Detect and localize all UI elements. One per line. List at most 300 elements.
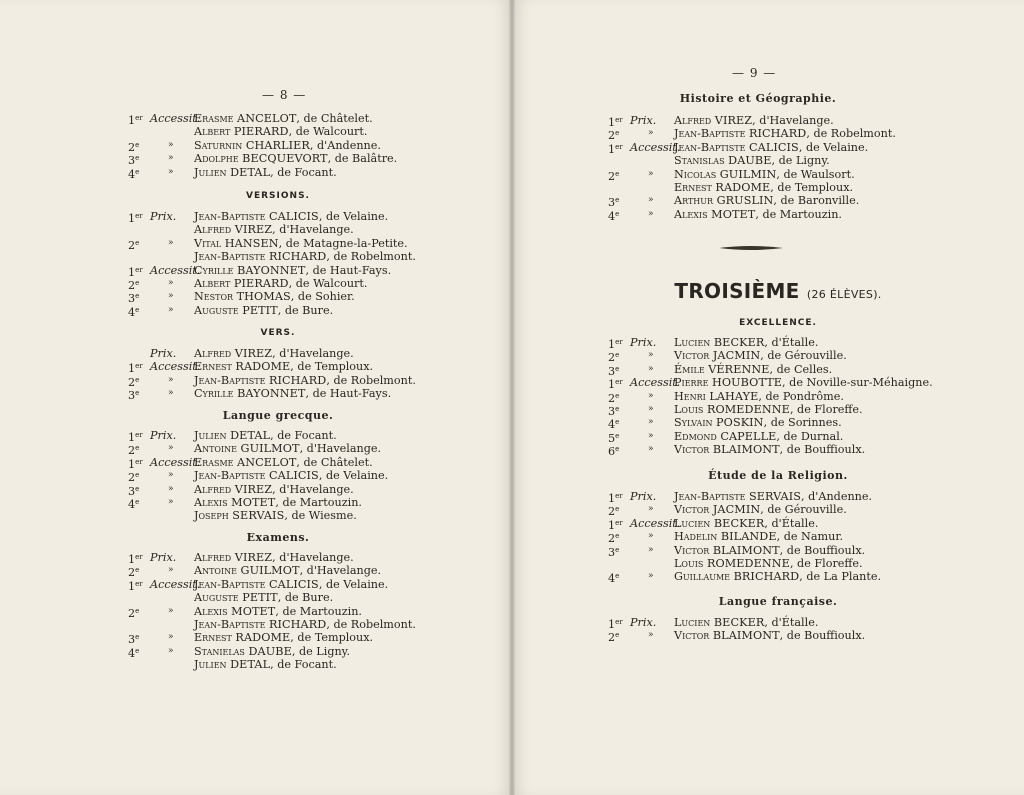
rank-suffix: e — [135, 140, 140, 149]
rank-number: 3 — [128, 389, 136, 403]
rank-suffix: er — [135, 457, 143, 466]
student-place: , de Focant. — [270, 658, 337, 672]
list-item — [128, 237, 428, 250]
student-place: , de Temploux. — [290, 631, 374, 645]
student-name — [674, 336, 818, 349]
rank-suffix: e — [135, 497, 140, 506]
student-last-name: POSKIN — [716, 416, 764, 430]
student-name — [194, 591, 333, 604]
student-first-name: Jean-Baptiste — [194, 577, 266, 591]
student-name — [674, 517, 818, 530]
rank-number: 2 — [128, 444, 136, 458]
rank-number: 1 — [128, 362, 136, 376]
rank-label — [608, 443, 634, 458]
rank-number: 1 — [608, 142, 616, 156]
rank-suffix: e — [615, 169, 620, 178]
student-name — [194, 223, 354, 236]
student-first-name: Stanislas — [674, 154, 725, 168]
student-last-name: BAYONNET — [237, 263, 306, 277]
rank-number: 2 — [608, 532, 616, 546]
rank-number: 3 — [128, 633, 136, 647]
list-item — [128, 469, 428, 485]
rank-number: 1 — [608, 116, 616, 129]
student-first-name: Auguste — [194, 303, 239, 317]
student-last-name: LAHAYE — [709, 389, 759, 403]
rank-number: 4 — [128, 305, 136, 319]
student-last-name: VIREZ — [234, 347, 273, 360]
book-gutter — [509, 0, 515, 795]
student-name — [674, 390, 844, 403]
student-place: , de Matagne-la-Petite. — [278, 236, 408, 250]
list-item — [608, 363, 968, 376]
student-last-name: ANCELOT — [237, 112, 297, 125]
student-first-name: Lucien — [674, 616, 711, 629]
student-last-name: GUILMOT — [240, 442, 300, 456]
student-first-name: Hadelin — [674, 530, 718, 544]
ditto-mark: » — [168, 237, 174, 248]
rank-suffix: er — [135, 114, 143, 122]
student-place: , de Robelmont. — [806, 127, 896, 141]
student-name — [194, 374, 416, 387]
rank-number: 3 — [608, 545, 616, 559]
student-last-name: VIREZ — [714, 114, 753, 127]
award-kind: Prix. — [150, 347, 177, 360]
rank-number: 3 — [608, 404, 616, 418]
student-name — [674, 181, 853, 194]
list-item — [608, 517, 948, 530]
rank-number: 3 — [128, 292, 136, 306]
student-first-name: Stanielas — [194, 644, 245, 658]
student-name — [194, 139, 381, 152]
student-name — [194, 618, 416, 631]
student-last-name: DETAL — [230, 658, 271, 672]
page-number: — 8 — — [262, 88, 307, 102]
rank-number: 2 — [128, 375, 136, 389]
student-place: , de Bouffioulx. — [779, 629, 866, 643]
student-last-name: RADOME — [235, 360, 291, 374]
list-item — [608, 416, 968, 432]
list-item — [608, 503, 948, 519]
student-name — [194, 658, 337, 671]
student-first-name: Jean-Baptiste — [674, 490, 746, 503]
list-item — [128, 591, 428, 604]
student-name — [674, 430, 843, 443]
class-title — [608, 279, 948, 303]
student-first-name: Pierre — [674, 376, 709, 390]
student-place: , d'Étalle. — [764, 336, 819, 349]
student-name — [194, 290, 355, 303]
rank-suffix: er — [615, 116, 623, 124]
list-item — [608, 490, 948, 503]
student-first-name: Auguste — [194, 591, 239, 605]
rank-number: 2 — [608, 351, 616, 365]
student-last-name: RICHARD — [268, 373, 327, 387]
student-name — [194, 456, 373, 469]
student-last-name: JACMIN — [712, 349, 761, 363]
rank-number: 6 — [608, 445, 616, 459]
student-place: , de Robelmont. — [326, 250, 416, 264]
student-first-name: Guillaume — [674, 570, 731, 584]
list-item — [128, 210, 428, 223]
student-first-name: Lucien — [674, 516, 711, 530]
student-first-name: Victor — [674, 629, 710, 643]
student-name — [674, 194, 859, 207]
student-first-name: Edmond — [674, 429, 717, 443]
student-name — [674, 168, 855, 181]
student-name — [194, 429, 337, 442]
student-last-name: CALICIS — [268, 577, 319, 591]
student-first-name: Antoine — [194, 564, 237, 578]
student-last-name: THOMAS — [236, 290, 291, 304]
student-name — [194, 442, 381, 455]
rank-number: 3 — [128, 484, 136, 498]
ditto-mark: » — [648, 504, 654, 515]
ditto-mark: » — [648, 128, 654, 139]
student-first-name: Alfred — [194, 551, 232, 564]
ditto-mark: » — [168, 153, 174, 164]
student-first-name: Alfred — [194, 347, 232, 360]
student-last-name: ANCELOT — [237, 455, 297, 469]
rank-suffix: e — [615, 545, 620, 554]
rank-suffix: er — [135, 212, 143, 220]
student-first-name: Jean-Baptiste — [194, 250, 266, 264]
award-kind: Accessit. — [150, 360, 201, 374]
student-place: , de Focant. — [270, 429, 337, 442]
list-item — [608, 336, 968, 349]
rank-number: 1 — [128, 431, 136, 444]
list-item — [608, 629, 948, 645]
student-name — [674, 141, 868, 154]
student-name — [194, 264, 391, 277]
list-item — [128, 496, 428, 509]
rank-suffix: e — [135, 471, 140, 480]
student-place: , d'Étalle. — [764, 516, 819, 530]
student-first-name: Albert — [194, 276, 231, 290]
rank-label — [608, 208, 634, 223]
student-first-name: Victor — [674, 443, 710, 457]
rank-number: 1 — [128, 457, 136, 471]
student-first-name: Saturnin — [194, 138, 243, 152]
section-title-examens: Examens. — [246, 531, 310, 544]
list-vers — [128, 347, 428, 401]
rank-suffix: er — [615, 618, 623, 626]
list-item — [128, 578, 428, 591]
student-place: , d'Andenne. — [309, 138, 381, 152]
student-name — [674, 114, 834, 127]
ornament-rule — [717, 244, 785, 252]
rank-suffix: er — [135, 431, 143, 439]
student-last-name: CALICIS — [268, 469, 319, 483]
award-kind: Accessit. — [630, 516, 681, 530]
list-item — [608, 544, 948, 557]
student-last-name: GUILMIN — [719, 167, 777, 181]
page-number: — 9 — — [732, 66, 777, 80]
student-first-name: Jean-Baptiste — [194, 469, 266, 483]
rank-suffix: e — [135, 238, 140, 247]
list-item — [128, 645, 428, 658]
award-kind: Prix. — [630, 114, 657, 127]
list-item — [608, 530, 948, 546]
student-first-name: Alexis — [194, 604, 228, 618]
student-first-name: Alexis — [194, 495, 228, 509]
student-name — [674, 616, 818, 629]
student-first-name: Lucien — [674, 336, 711, 349]
student-name — [674, 349, 847, 362]
student-name — [194, 469, 388, 482]
ditto-mark: » — [168, 483, 174, 494]
student-place: , de Bure. — [277, 591, 334, 605]
list-item — [608, 390, 968, 403]
list-item — [128, 223, 428, 236]
student-last-name: RICHARD — [748, 127, 807, 141]
student-last-name: DAUBE — [248, 644, 292, 658]
list-item — [128, 139, 428, 152]
student-place: , de Haut-Fays. — [305, 387, 392, 401]
student-first-name: Jean-Baptiste — [674, 140, 746, 154]
rank-suffix: e — [615, 445, 620, 454]
student-place: , de Walcourt. — [288, 276, 368, 290]
list-item — [128, 166, 428, 179]
ditto-mark: » — [648, 630, 654, 641]
student-first-name: Nicolas — [674, 167, 717, 181]
student-last-name: MOTET — [231, 604, 276, 618]
rank-number: 1 — [608, 618, 616, 631]
student-last-name: CALICIS — [748, 140, 799, 154]
student-first-name: Alexis — [674, 207, 708, 221]
ditto-mark: » — [648, 403, 654, 414]
student-last-name: MOTET — [711, 207, 756, 221]
ditto-mark: » — [168, 139, 174, 150]
student-last-name: MOTET — [231, 495, 276, 509]
student-name — [194, 112, 373, 125]
student-place: , de Wiesme. — [284, 509, 357, 523]
award-kind: Accessit. — [150, 112, 201, 125]
student-place: , d'Havelange. — [299, 442, 382, 456]
student-name — [194, 166, 337, 179]
rank-suffix: e — [135, 389, 140, 398]
student-first-name: Victor — [674, 503, 710, 517]
rank-suffix: e — [615, 431, 620, 440]
student-place: , de Waulsort. — [776, 167, 855, 181]
list-item — [128, 564, 428, 580]
student-first-name: Joseph — [194, 509, 229, 523]
list-item — [608, 168, 948, 181]
rank-suffix: e — [135, 167, 140, 176]
student-last-name: RICHARD — [268, 617, 327, 631]
rank-number: 1 — [128, 212, 136, 225]
rank-number: 2 — [128, 140, 136, 154]
student-place: , de Velaine. — [318, 577, 389, 591]
student-place: , de Noville-sur-Méhaigne. — [782, 376, 933, 390]
student-first-name: Alfred — [194, 223, 232, 237]
list-item — [128, 387, 428, 403]
rank-suffix: er — [615, 518, 623, 527]
list-item — [128, 483, 428, 496]
rank-suffix: e — [615, 532, 620, 541]
ditto-mark: » — [168, 565, 174, 576]
student-place: , de Gérouville. — [760, 503, 847, 517]
student-first-name: Vital — [194, 236, 222, 250]
list-item — [128, 264, 428, 277]
student-last-name: DAUBE — [728, 154, 772, 168]
list-item — [128, 360, 428, 376]
rank-suffix: er — [135, 362, 143, 371]
list-item — [608, 127, 948, 143]
ditto-mark: » — [648, 571, 654, 582]
student-name — [194, 509, 357, 522]
rank-number: 4 — [128, 646, 136, 660]
rank-suffix: er — [615, 378, 623, 387]
rank-number: 4 — [608, 572, 616, 586]
student-last-name: GRUSLIN — [716, 194, 774, 208]
section-title-religion: Étude de la Religion. — [708, 469, 848, 482]
student-place: , de Sorinnes. — [763, 416, 842, 430]
student-name — [194, 578, 388, 591]
student-name — [194, 360, 373, 373]
student-first-name: Victor — [674, 543, 710, 557]
award-kind: Accessit. — [150, 263, 201, 277]
list-item — [128, 605, 428, 618]
ditto-mark: » — [648, 363, 654, 374]
student-last-name: BECQUEVORT — [242, 152, 328, 166]
rank-number: 5 — [608, 431, 616, 445]
student-place: , de La Plante. — [799, 570, 881, 584]
student-place: , d'Havelange. — [272, 482, 354, 496]
ditto-mark: » — [168, 374, 174, 385]
award-kind: Accessit. — [150, 577, 201, 591]
rank-number: 2 — [128, 238, 136, 252]
student-place: , de Haut-Fays. — [305, 263, 392, 277]
rank-suffix: e — [615, 505, 620, 514]
rank-number: 1 — [128, 114, 136, 127]
award-kind: Prix. — [150, 551, 177, 564]
student-last-name: VIREZ — [234, 223, 273, 237]
rank-number: 3 — [128, 154, 136, 168]
student-last-name: HANSEN — [224, 236, 279, 250]
student-last-name: BLAIMONT — [712, 543, 780, 557]
list-prix — [128, 112, 428, 179]
ditto-mark: » — [168, 304, 174, 315]
list-item — [608, 443, 968, 459]
student-name — [674, 544, 865, 557]
rank-suffix: e — [135, 646, 140, 655]
section-title-francaise: Langue française. — [718, 595, 838, 608]
student-first-name: Louis — [674, 402, 704, 416]
rank-number: 2 — [608, 169, 616, 183]
list-item — [608, 194, 948, 210]
list-item — [608, 181, 948, 194]
rank-label — [608, 570, 634, 585]
ditto-mark: » — [168, 605, 174, 616]
award-kind: Prix. — [630, 490, 657, 503]
list-item — [608, 154, 948, 167]
list-item — [128, 658, 428, 671]
rank-suffix: e — [135, 292, 140, 301]
student-place: , d'Étalle. — [764, 616, 819, 629]
ditto-mark: » — [648, 168, 654, 179]
student-place: , de Temploux. — [290, 360, 374, 374]
student-name — [674, 416, 842, 429]
student-last-name: RADOME — [715, 180, 771, 194]
student-first-name: Jean-Baptiste — [674, 127, 746, 141]
ditto-mark: » — [168, 632, 174, 643]
section-title-histoire: Histoire et Géographie. — [679, 92, 837, 105]
student-last-name: PIERARD — [233, 125, 289, 139]
list-item — [608, 557, 948, 570]
student-name — [674, 127, 896, 140]
student-last-name: CAPELLE — [720, 429, 777, 443]
rank-suffix: e — [135, 566, 140, 575]
student-place: , de Martouzin. — [755, 207, 842, 221]
student-place: , de Pondrôme. — [758, 389, 844, 403]
student-place: , de Walcourt. — [288, 125, 368, 139]
student-name — [194, 483, 354, 496]
student-place: , de Châtelet. — [296, 455, 373, 469]
section-title-grecque: Langue grecque. — [222, 409, 334, 422]
student-place: , de Velaine. — [798, 140, 869, 154]
student-place: , de Floreffe. — [789, 556, 863, 570]
list-item — [608, 570, 948, 586]
student-place: , de Temploux. — [770, 180, 854, 194]
student-last-name: BAYONNET — [237, 387, 306, 401]
list-item — [128, 456, 428, 469]
student-first-name: Albert — [194, 125, 231, 139]
student-last-name: RADOME — [235, 631, 291, 645]
list-histoire — [608, 114, 948, 221]
rank-number: 1 — [128, 579, 136, 593]
award-kind: Accessit. — [630, 376, 681, 390]
student-place: , de Ligny. — [291, 644, 351, 658]
award-kind: Prix. — [150, 429, 177, 442]
student-name — [674, 154, 830, 167]
student-name — [194, 605, 362, 618]
student-last-name: VIREZ — [234, 551, 273, 564]
section-title-versions: VERSIONS. — [246, 191, 310, 201]
student-place: , de Bure. — [277, 303, 334, 317]
list-item — [128, 429, 428, 442]
student-name — [674, 570, 881, 583]
student-place: , d'Havelange. — [272, 223, 354, 237]
list-grecque — [128, 429, 428, 523]
ditto-mark: » — [648, 444, 654, 455]
student-first-name: Sylvain — [674, 416, 713, 430]
rank-number: 1 — [608, 338, 616, 351]
student-first-name: Julien — [194, 165, 227, 179]
student-place: , de Celles. — [769, 362, 833, 376]
student-name — [194, 277, 367, 290]
award-kind: Prix. — [630, 336, 657, 349]
student-last-name: BLAIMONT — [712, 443, 780, 457]
student-place: , de Robelmont. — [326, 617, 416, 631]
rank-number: 1 — [128, 265, 136, 279]
award-kind: Accessit. — [150, 455, 201, 469]
student-last-name: RICHARD — [268, 250, 327, 264]
ditto-mark: » — [648, 430, 654, 441]
student-place: , de Focant. — [270, 165, 337, 179]
ditto-mark: » — [648, 195, 654, 206]
list-item — [128, 152, 428, 168]
student-name — [674, 208, 842, 221]
rank-suffix: e — [615, 364, 620, 373]
student-name — [674, 443, 865, 456]
student-name — [194, 125, 367, 138]
rank-number: 2 — [608, 129, 616, 143]
rank-suffix: e — [135, 278, 140, 287]
student-last-name: CHARLIER — [245, 138, 310, 152]
rank-number: 2 — [128, 566, 136, 580]
rank-suffix: er — [135, 265, 143, 274]
student-first-name: Ernest — [674, 180, 712, 194]
